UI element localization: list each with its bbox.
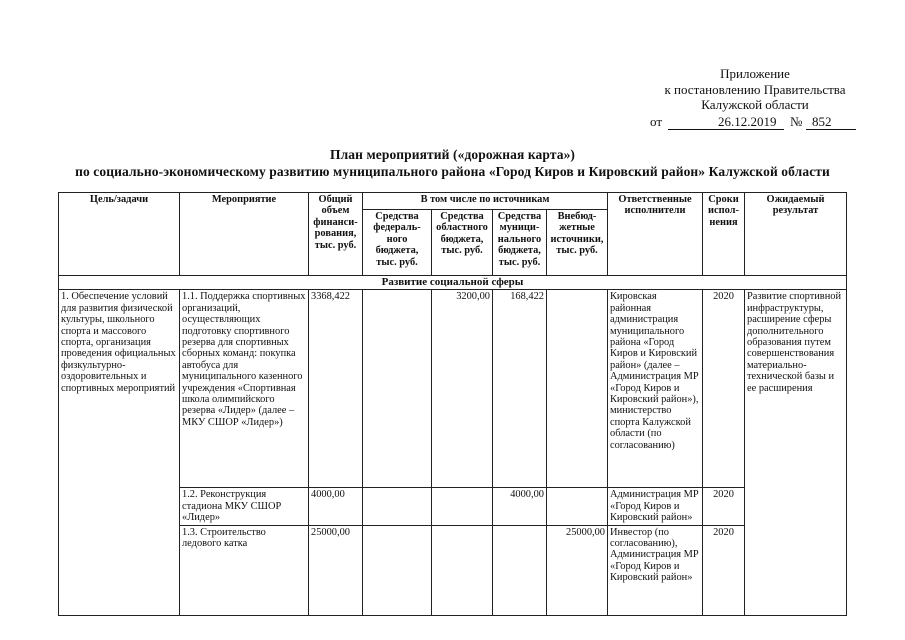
result-cell: Развитие спортивной инфраструктуры, расширение сферы дополнительного образования путем совершенствования материально-технической базы и ее расширения [745, 290, 847, 615]
municipal-cell [493, 525, 547, 615]
annex-block [640, 66, 870, 130]
regional-cell [432, 525, 493, 615]
decree-number: 852 [812, 113, 832, 129]
measure-cell: 1.3. Строительство ледового катка [180, 525, 309, 615]
header-federal: Средства федераль-ного бюджета, тыс. руб. [363, 210, 432, 276]
header-sources: В том числе по источникам [363, 193, 608, 210]
municipal-cell: 168,422 [493, 290, 547, 488]
term-cell: 2020 [703, 525, 745, 615]
total-cell: 4000,00 [309, 488, 363, 525]
header-municipal: Средства муници-нального бюджета, тыс. руб. [493, 210, 547, 276]
section-title: Развитие социальной сферы [59, 276, 847, 290]
federal-cell [363, 290, 432, 488]
header-goal: Цель/задачи [59, 193, 180, 276]
date-from-label: от [650, 113, 663, 129]
header-row-1 [59, 193, 847, 210]
section-row [59, 276, 847, 290]
decree-date: 26.12.2019 [718, 113, 777, 129]
term-cell: 2020 [703, 290, 745, 488]
header-result: Ожидаемый результат [745, 193, 847, 276]
annex-dateline [640, 114, 870, 130]
regional-cell: 3200,00 [432, 290, 493, 488]
municipal-cell: 4000,00 [493, 488, 547, 525]
total-cell: 25000,00 [309, 525, 363, 615]
measure-cell: 1.1. Поддержка спортивных организаций, осуществляющих подготовку спортивного резерва для спортивных сборных команд: покупка автобуса для муниципального казенного учреждения «Спортивная школа олимпийского резерва «Лидер» (далее – МКУ СШОР «Лидер») [180, 290, 309, 488]
term-cell: 2020 [703, 488, 745, 525]
plan-subtitle: по социально-экономическому развитию муниципального района «Город Киров и Кировский район» Калужской области [75, 164, 830, 179]
header-terms: Сроки испол-нения [703, 193, 745, 276]
number-label: № [790, 113, 803, 129]
responsible-cell: Администрация МР «Город Киров и Кировский район» [608, 488, 703, 525]
regional-cell [432, 488, 493, 525]
header-measure: Мероприятие [180, 193, 309, 276]
table-row [59, 290, 847, 488]
plan-table [58, 192, 847, 616]
offbudget-cell [547, 290, 608, 488]
header-regional: Средства областного бюджета, тыс. руб. [432, 210, 493, 276]
measure-cell: 1.2. Реконструкция стадиона МКУ СШОР «Лидер» [180, 488, 309, 525]
offbudget-cell [547, 488, 608, 525]
annex-title: Приложение [720, 66, 790, 81]
header-offbudget: Внебюд-жетные источники, тыс. руб. [547, 210, 608, 276]
federal-cell [363, 525, 432, 615]
header-responsible: Ответственные исполнители [608, 193, 703, 276]
annex-region: Калужской области [701, 97, 809, 112]
plan-title: План мероприятий («дорожная карта») [329, 147, 576, 162]
responsible-cell: Инвестор (по согласованию), Администрация МР «Город Киров и Кировский район» [608, 525, 703, 615]
federal-cell [363, 488, 432, 525]
responsible-cell: Кировская районная администрация муниципального района «Город Киров и Кировский район» (далее – Администрация МР «Город Киров и Кировский район»), министерство спорта Калужской области (по согласованию) [608, 290, 703, 488]
annex-decree: к постановлению Правительства [664, 81, 846, 97]
total-cell: 3368,422 [309, 290, 363, 488]
header-total: Общий объем финанси-рования, тыс. руб. [309, 193, 363, 276]
offbudget-cell: 25000,00 [547, 525, 608, 615]
goal-cell: 1. Обеспечение условий для развития физической культуры, школьного спорта и массового спорта, организация проведения официальных физкультурно-оздоровительных и спортивных мероприятий [59, 290, 180, 615]
